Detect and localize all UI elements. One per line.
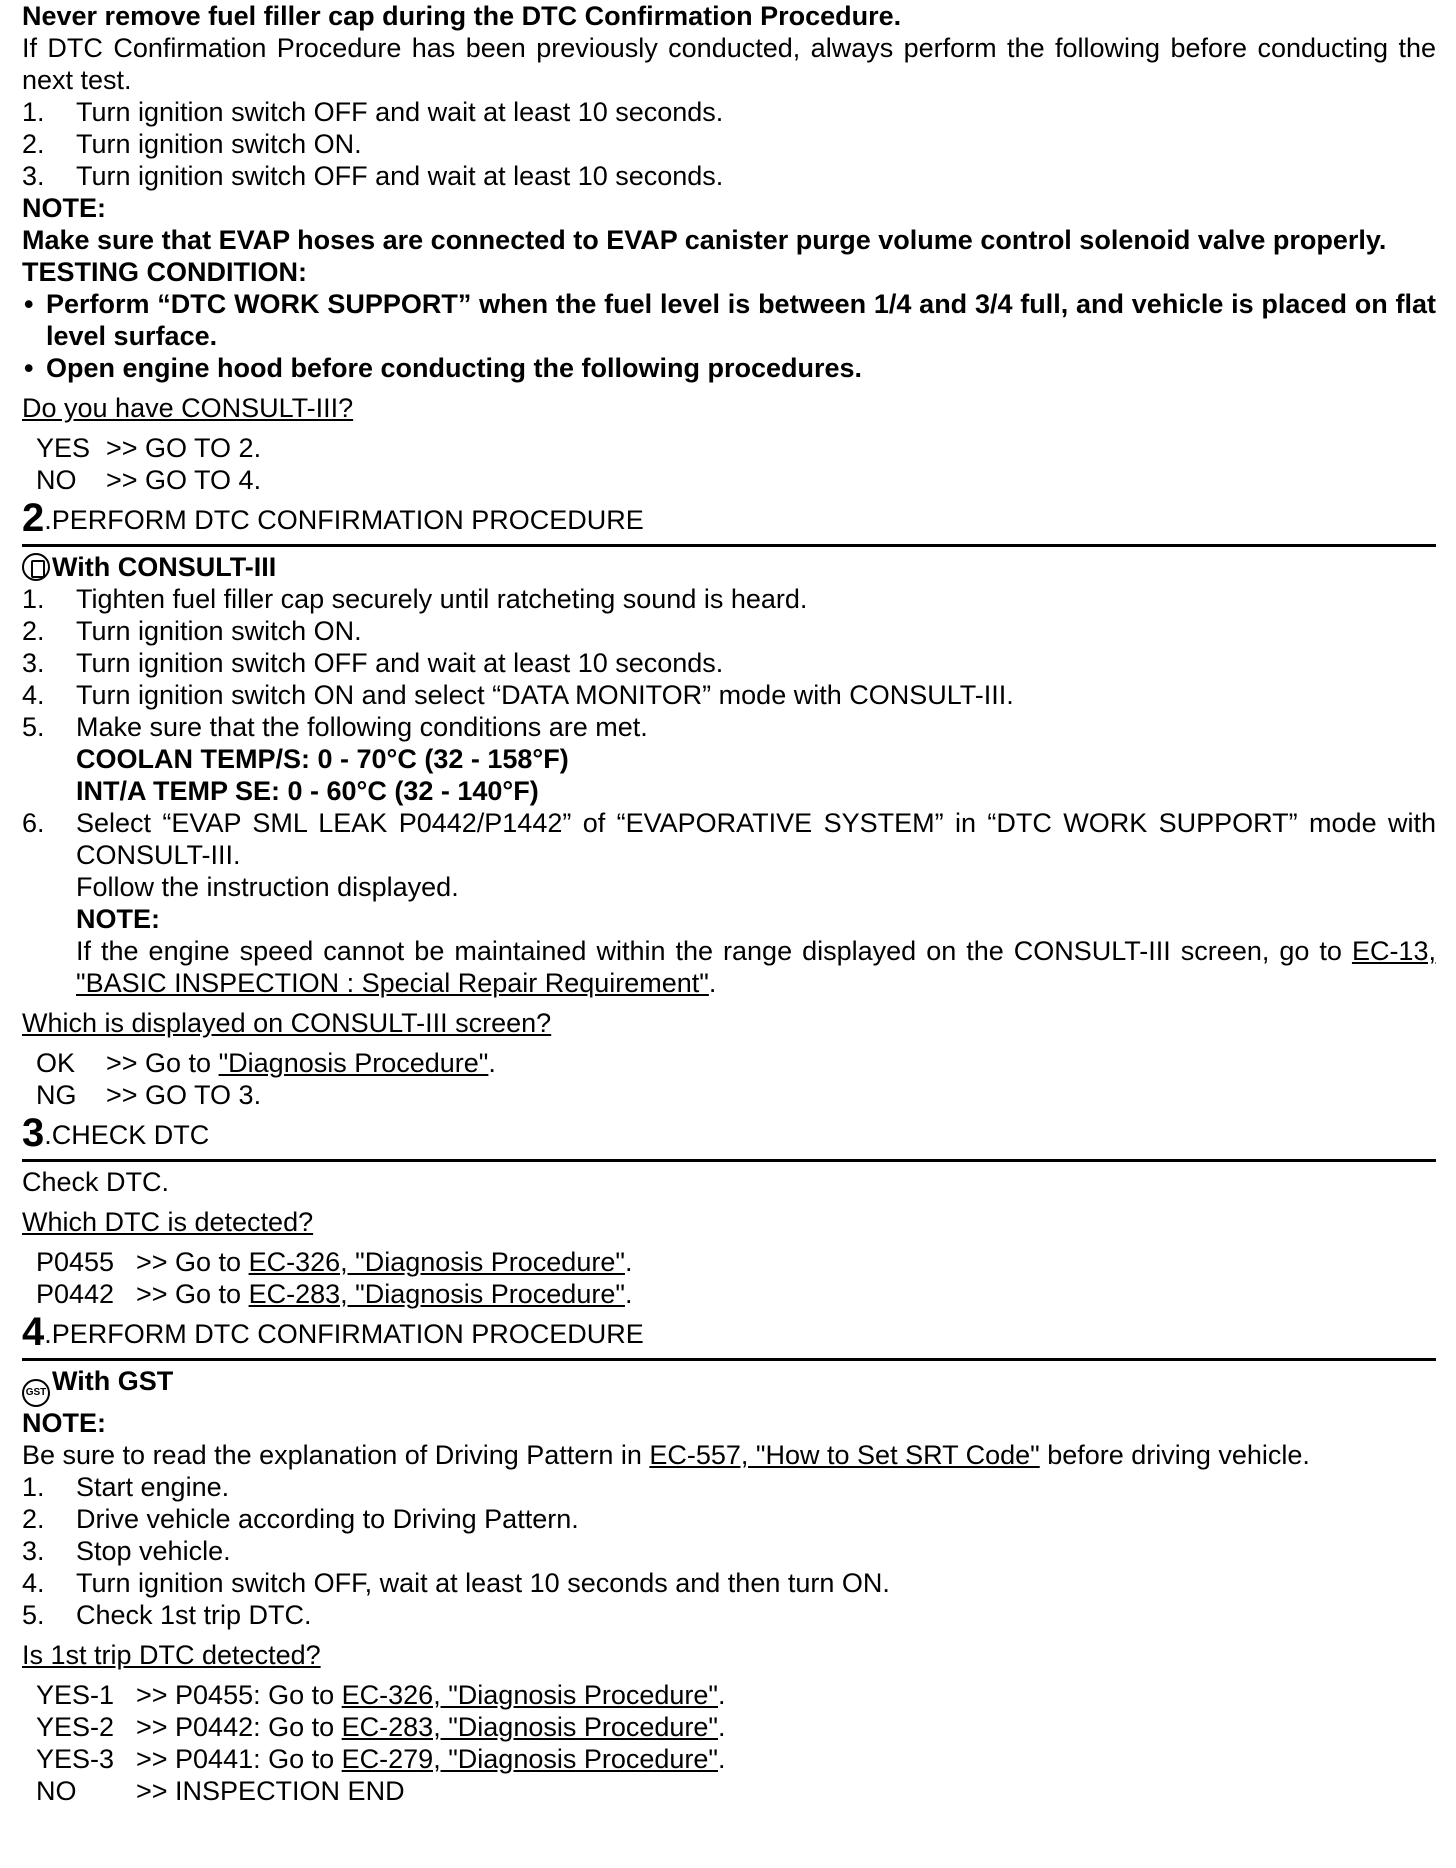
answer-prefix: >> P0455: Go to <box>136 1680 342 1710</box>
link-ec-557[interactable]: EC-557, "How to Set SRT Code" <box>649 1440 1040 1470</box>
item-text: Select “EVAP SML LEAK P0442/P1442” of “EVAPORATIVE SYSTEM” in “DTC WORK SUPPORT” mode with CONSULT-III. <box>76 808 1436 870</box>
divider <box>22 1159 1436 1162</box>
list-item <box>22 583 1436 615</box>
follow-text: Follow the instruction displayed. <box>76 872 459 902</box>
testing-condition-label: TESTING CONDITION: <box>22 257 307 287</box>
answer-key: NO <box>36 465 77 495</box>
answer-text: >> GO TO 3. <box>106 1080 262 1110</box>
item-text: Turn ignition switch ON. <box>76 616 362 646</box>
answer-key: NO <box>36 1776 77 1806</box>
note-label: NOTE: <box>76 904 160 934</box>
item-text: Turn ignition switch ON and select “DATA MONITOR” mode with CONSULT-III. <box>76 680 1014 710</box>
divider <box>22 1358 1436 1361</box>
item-text: Make sure that the following conditions are met. <box>76 712 648 742</box>
step-heading <box>22 1113 1436 1153</box>
list-item <box>22 807 1436 871</box>
list-item <box>22 1599 1436 1631</box>
list-item <box>22 1535 1436 1567</box>
item-number: 4. <box>22 680 45 710</box>
list-item <box>22 647 1436 679</box>
item-number: 6. <box>22 808 45 838</box>
item-text: Turn ignition switch ON. <box>76 129 362 159</box>
answer-row <box>22 1278 1436 1310</box>
answer-period: . <box>718 1744 726 1774</box>
item-number: 5. <box>22 712 45 742</box>
link-ec-279[interactable]: EC-279, "Diagnosis Procedure" <box>341 1744 719 1774</box>
answer-key: OK <box>36 1048 76 1078</box>
item-text: Drive vehicle according to Driving Pattern. <box>76 1504 579 1534</box>
item-number: 3. <box>22 1536 45 1566</box>
answer-period: . <box>488 1048 496 1078</box>
step-number: 3 <box>22 1111 45 1155</box>
list-item <box>22 679 1436 711</box>
list-item <box>22 96 1436 128</box>
answer-prefix: >> Go to <box>106 1048 219 1078</box>
item-number: 1. <box>22 97 45 127</box>
question: Is 1st trip DTC detected? <box>22 1640 321 1670</box>
condition-bullet <box>22 352 1436 384</box>
with-label: With GST <box>52 1366 174 1396</box>
note-label: NOTE: <box>22 193 106 223</box>
step-text: Check DTC. <box>22 1167 170 1197</box>
answer-text: >> INSPECTION END <box>136 1776 405 1806</box>
note-period: . <box>708 968 717 998</box>
item-text: Turn ignition switch OFF and wait at least 10 seconds. <box>76 97 724 127</box>
with-gst-heading <box>22 1365 1436 1407</box>
answer-row <box>22 464 1436 496</box>
answer-key: YES <box>36 433 91 463</box>
answer-key: YES-1 <box>36 1680 115 1710</box>
list-item <box>22 1503 1436 1535</box>
answer-row <box>22 1246 1436 1278</box>
list-item <box>22 615 1436 647</box>
bullet-dot: • <box>24 353 34 383</box>
question: Which is displayed on CONSULT-III screen? <box>22 1008 552 1038</box>
step-number: 2 <box>22 496 45 540</box>
list-item <box>22 128 1436 160</box>
divider <box>22 544 1436 547</box>
step-heading <box>22 1312 1436 1352</box>
answer-period: . <box>624 1279 633 1309</box>
link-ec-326[interactable]: EC-326, "Diagnosis Procedure" <box>248 1247 625 1277</box>
note-body: If the engine speed cannot be maintained within the range displayed on the CONSULT-III screen, go to <box>76 936 1342 966</box>
note-label: NOTE: <box>22 1408 106 1438</box>
answer-text: >> GO TO 4. <box>106 465 262 495</box>
answer-row <box>22 1711 1436 1743</box>
consult-icon <box>22 553 50 581</box>
item-text: Turn ignition switch OFF and wait at least 10 seconds. <box>76 161 724 191</box>
answer-row <box>22 1743 1436 1775</box>
with-consult-heading <box>22 551 1436 583</box>
answer-text: >> GO TO 2. <box>106 433 262 463</box>
item-number: 2. <box>22 129 45 159</box>
list-item <box>22 1471 1436 1503</box>
bullet-dot: • <box>24 289 34 319</box>
document <box>22 0 1436 1807</box>
link-basic-inspection[interactable]: EC-13, "BASIC INSPECTION : Special Repair Requirement" <box>76 936 1436 998</box>
condition-text: Perform “DTC WORK SUPPORT” when the fuel level is between 1/4 and 3/4 full, and vehicle is placed on flat level surface. <box>46 289 1436 351</box>
link-diagnosis-procedure[interactable]: "Diagnosis Procedure" <box>218 1048 489 1078</box>
answer-key: YES-2 <box>36 1712 115 1742</box>
step-heading <box>22 498 1436 538</box>
item-number: 5. <box>22 1600 45 1630</box>
note-text <box>22 1439 1436 1471</box>
answer-row <box>22 1079 1436 1111</box>
answer-key: P0455 <box>36 1247 115 1277</box>
answer-row <box>22 1047 1436 1079</box>
question: Which DTC is detected? <box>22 1207 314 1237</box>
condition-text: Open engine hood before conducting the following procedures. <box>46 353 863 383</box>
item-text: Stop vehicle. <box>76 1536 231 1566</box>
step-number: 4 <box>22 1310 45 1354</box>
answer-row <box>22 1679 1436 1711</box>
note-text: Make sure that EVAP hoses are connected to EVAP canister purge volume control solenoid valve properly. <box>22 225 1387 255</box>
step-title: .PERFORM DTC CONFIRMATION PROCEDURE <box>44 505 644 535</box>
answer-prefix: >> Go to <box>136 1247 249 1277</box>
answer-prefix: >> Go to <box>136 1279 249 1309</box>
item-number: 2. <box>22 616 45 646</box>
link-ec-283[interactable]: EC-283, "Diagnosis Procedure" <box>341 1712 719 1742</box>
item-text: Turn ignition switch OFF, wait at least 10 seconds and then turn ON. <box>76 1568 890 1598</box>
condition-intake: INT/A TEMP SE: 0 - 60°C (32 - 140°F) <box>76 776 539 806</box>
with-label: With CONSULT-III <box>52 552 277 582</box>
answer-key: P0442 <box>36 1279 115 1309</box>
link-ec-283[interactable]: EC-283, "Diagnosis Procedure" <box>248 1279 625 1309</box>
step-title: .PERFORM DTC CONFIRMATION PROCEDURE <box>44 1319 644 1349</box>
item-text: Start engine. <box>76 1472 230 1502</box>
note-body: Be sure to read the explanation of Driving Pattern in <box>22 1440 650 1470</box>
item-text: Check 1st trip DTC. <box>76 1600 312 1630</box>
condition-bullet <box>22 288 1436 352</box>
answer-period: . <box>718 1680 726 1710</box>
answer-period: . <box>718 1712 726 1742</box>
item-number: 2. <box>22 1504 45 1534</box>
item-number: 1. <box>22 584 45 614</box>
answer-prefix: >> P0441: Go to <box>136 1744 342 1774</box>
list-item <box>22 711 1436 743</box>
answer-row <box>22 432 1436 464</box>
answer-row <box>22 1775 1436 1807</box>
intro-paragraph: If DTC Confirmation Procedure has been previously conducted, always perform the following before conducting the next test. <box>22 33 1436 95</box>
item-text: Turn ignition switch OFF and wait at least 10 seconds. <box>76 648 724 678</box>
item-text: Tighten fuel filler cap securely until ratcheting sound is heard. <box>76 584 808 614</box>
answer-prefix: >> P0442: Go to <box>136 1712 342 1742</box>
answer-key: YES-3 <box>36 1744 115 1774</box>
gst-icon: GST <box>22 1379 50 1407</box>
link-ec-326[interactable]: EC-326, "Diagnosis Procedure" <box>341 1680 719 1710</box>
item-number: 1. <box>22 1472 45 1502</box>
list-item <box>22 1567 1436 1599</box>
note-text <box>22 935 1436 999</box>
question: Do you have CONSULT-III? <box>22 393 354 423</box>
item-number: 3. <box>22 648 45 678</box>
condition-coolant: COOLAN TEMP/S: 0 - 70°C (32 - 158°F) <box>76 744 569 774</box>
item-number: 4. <box>22 1568 45 1598</box>
note-end: before driving vehicle. <box>1039 1440 1310 1470</box>
answer-key: NG <box>36 1080 77 1110</box>
item-number: 3. <box>22 161 45 191</box>
warning-text: Never remove fuel filler cap during the DTC Confirmation Procedure. <box>22 1 902 31</box>
step-title: .CHECK DTC <box>44 1120 210 1150</box>
answer-period: . <box>624 1247 633 1277</box>
list-item <box>22 160 1436 192</box>
